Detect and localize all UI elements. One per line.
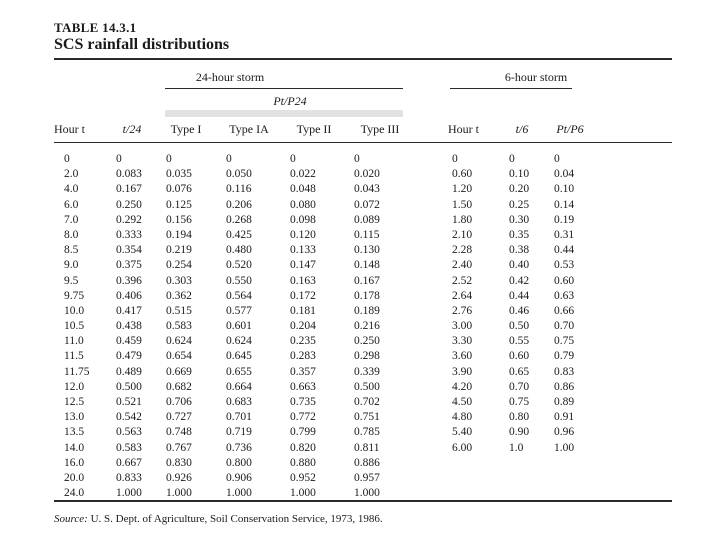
cell-hour24-16: 12.5 [64,396,85,408]
cell-t6-8: 0.42 [509,274,530,287]
cell-type2-13: 0.283 [290,350,316,363]
cell-type1a-17: 0.701 [226,411,252,424]
cell-type1a-10: 0.577 [226,304,252,317]
cell-type1-1: 0.035 [166,168,192,181]
cell-p6-14: 0.83 [554,365,575,378]
cell-type1a-19: 0.736 [226,441,252,454]
cell-t24-13: 0.479 [116,350,142,363]
cell-type1a-1: 0.050 [226,168,252,181]
cell-hour6-5: 2.10 [452,228,473,241]
cell-type1-18: 0.748 [166,426,192,439]
cell-t6-4: 0.30 [509,213,530,226]
header-type1a: Type IA [229,122,269,136]
cell-hour24-4: 7.0 [64,213,79,226]
cell-type1a-11: 0.601 [226,320,252,333]
cell-type1a-4: 0.268 [226,213,252,226]
cell-hour6-6: 2.28 [452,244,473,257]
cell-t24-20: 0.667 [116,456,142,469]
cell-hour6-10: 2.76 [452,304,473,317]
cell-t24-18: 0.563 [116,426,142,439]
cell-type2-18: 0.799 [290,426,316,439]
cell-hour24-9: 9.75 [64,289,85,302]
cell-type2-2: 0.048 [290,183,316,196]
table-title: SCS rainfall distributions [54,36,230,53]
cell-type1a-7: 0.520 [226,259,252,272]
col-p6 [554,152,574,456]
cell-type2-17: 0.772 [290,411,316,424]
cell-p6-6: 0.44 [554,244,575,257]
cell-type1-12: 0.624 [166,335,192,348]
cell-type2-6: 0.133 [290,244,316,257]
cell-type1-15: 0.682 [166,380,192,393]
cell-p6-7: 0.53 [554,259,575,272]
top-rule [54,58,672,60]
cell-t6-16: 0.75 [509,396,530,408]
cell-t6-14: 0.65 [509,365,530,378]
cell-hour6-13: 3.60 [452,350,473,363]
cell-type2-16: 0.735 [290,396,316,408]
cell-t24-2: 0.167 [116,183,142,196]
cell-type1-6: 0.219 [166,244,192,257]
cell-type1-7: 0.254 [166,259,192,272]
cell-type3-22: 1.000 [354,487,380,500]
cell-type2-5: 0.120 [290,228,316,241]
cell-t6-2: 0.20 [509,183,530,196]
cell-t24-15: 0.500 [116,380,142,393]
cell-type1a-18: 0.719 [226,426,252,439]
cell-t6-1: 0.10 [509,168,530,181]
cell-p6-0: 0 [554,153,560,165]
cell-hour6-0: 0 [452,153,458,165]
cell-type2-15: 0.663 [290,380,316,393]
cell-type1a-5: 0.425 [226,228,252,241]
cell-hour6-7: 2.40 [452,259,473,272]
cell-type1-0: 0 [166,153,172,165]
cell-hour24-15: 12.0 [64,380,85,393]
col-type1 [166,152,192,501]
cell-t24-22: 1.000 [116,487,142,500]
cell-type1a-21: 0.906 [226,471,252,484]
cell-type1a-13: 0.645 [226,350,252,363]
cell-type1a-15: 0.664 [226,380,252,393]
cell-p6-8: 0.60 [554,274,575,287]
cell-t6-19: 1.0 [509,441,524,454]
col-type2 [290,152,316,501]
cell-type3-17: 0.751 [354,411,380,424]
cell-type3-21: 0.957 [354,471,380,484]
cell-hour6-12: 3.30 [452,335,473,348]
col-hour6 [452,152,472,456]
cell-t6-13: 0.60 [509,350,530,363]
cell-type3-3: 0.072 [354,198,380,211]
cell-p6-17: 0.91 [554,411,575,424]
cell-hour24-20: 16.0 [64,456,85,469]
cell-type2-14: 0.357 [290,365,316,378]
col-t24 [116,152,142,501]
header-hour-t: Hour t [54,122,85,136]
cell-p6-5: 0.31 [554,228,575,241]
cell-hour6-19: 6.00 [452,441,473,454]
cell-t6-9: 0.44 [509,289,530,302]
cell-hour24-3: 6.0 [64,198,79,211]
cell-hour6-17: 4.80 [452,411,473,424]
cell-type3-7: 0.148 [354,259,380,272]
cell-p6-4: 0.19 [554,213,575,226]
cell-type2-11: 0.204 [290,320,316,333]
cell-type2-8: 0.163 [290,274,316,287]
cell-t6-18: 0.90 [509,426,530,439]
cell-type3-13: 0.298 [354,350,380,363]
cell-hour24-22: 24.0 [64,487,85,500]
cell-type1-9: 0.362 [166,289,192,302]
cell-t24-12: 0.459 [116,335,142,348]
cell-t24-11: 0.438 [116,320,142,333]
cell-type1-3: 0.125 [166,198,192,211]
cell-type1a-8: 0.550 [226,274,252,287]
cell-hour24-11: 10.5 [64,320,85,333]
cell-t6-5: 0.35 [509,228,530,241]
cell-t24-0: 0 [116,153,122,165]
cell-p6-11: 0.70 [554,320,575,333]
cell-p6-16: 0.89 [554,396,575,408]
cell-hour24-19: 14.0 [64,441,85,454]
cell-type3-10: 0.189 [354,304,380,317]
col-type1a [226,152,252,501]
col-type3 [354,152,380,501]
cell-t24-7: 0.375 [116,259,142,272]
header-hour-t6: Hour t [448,122,479,136]
cell-p6-3: 0.14 [554,198,575,211]
header-t24: t/24 [122,122,142,136]
cell-type3-11: 0.216 [354,320,380,333]
cell-type1a-12: 0.624 [226,335,252,348]
cell-p6-9: 0.63 [554,289,575,302]
cell-hour24-5: 8.0 [64,228,79,241]
header-type1: Type I [170,122,202,136]
cell-t24-1: 0.083 [116,168,142,181]
cell-hour24-17: 13.0 [64,411,85,424]
cell-t6-12: 0.55 [509,335,530,348]
cell-hour24-0: 0 [64,153,70,165]
cell-hour24-7: 9.0 [64,259,79,272]
cell-type1-4: 0.156 [166,213,192,226]
cell-hour24-18: 13.5 [64,426,85,439]
cell-p6-19: 1.00 [554,441,575,454]
cell-hour24-1: 2.0 [64,168,79,181]
cell-type1-13: 0.654 [166,350,192,363]
cell-type1a-22: 1.000 [226,487,252,500]
cell-type1-22: 1.000 [166,487,192,500]
cell-t24-17: 0.542 [116,411,142,424]
cell-type2-21: 0.952 [290,471,316,484]
cell-hour6-1: 0.60 [452,168,473,181]
cell-hour24-6: 8.5 [64,244,79,257]
cell-type2-10: 0.181 [290,304,316,317]
cell-type3-12: 0.250 [354,335,380,348]
cell-hour6-18: 5.40 [452,426,473,439]
cell-t24-5: 0.333 [116,228,142,241]
cell-type1a-2: 0.116 [226,183,252,196]
col-hour24 [64,152,89,501]
cell-hour6-2: 1.20 [452,183,473,196]
cell-t24-14: 0.489 [116,365,142,378]
cell-type1a-6: 0.480 [226,244,252,257]
cell-p6-13: 0.79 [554,350,575,363]
cell-p6-2: 0.10 [554,183,575,196]
table-number: TABLE 14.3.1 [54,20,137,35]
cell-hour24-12: 11.0 [64,335,84,348]
cell-type1-2: 0.076 [166,183,192,196]
cell-p6-10: 0.66 [554,304,575,317]
storm6-group-heading: 6-hour storm [504,70,568,84]
cell-t6-0: 0 [509,153,515,165]
cell-type3-1: 0.020 [354,168,380,181]
cell-type3-2: 0.043 [354,183,380,196]
cell-type2-1: 0.022 [290,168,316,181]
cell-t24-10: 0.417 [116,304,142,317]
cell-type3-15: 0.500 [354,380,380,393]
cell-type1a-0: 0 [226,153,232,165]
cell-type1-16: 0.706 [166,396,192,408]
cell-p6-12: 0.75 [554,335,575,348]
cell-hour24-8: 9.5 [64,274,79,287]
cell-t6-7: 0.40 [509,259,530,272]
cell-type2-9: 0.172 [290,289,316,302]
cell-type3-14: 0.339 [354,365,380,378]
cell-hour6-14: 3.90 [452,365,473,378]
cell-type3-9: 0.178 [354,289,380,302]
cell-t24-9: 0.406 [116,289,142,302]
cell-type1a-16: 0.683 [226,396,252,408]
cell-t24-3: 0.250 [116,198,142,211]
source-note [54,512,383,526]
cell-type1-8: 0.303 [166,274,192,287]
source-label: Source: [54,513,88,525]
cell-hour6-16: 4.50 [452,396,473,408]
cell-t6-3: 0.25 [509,198,530,211]
cell-type3-8: 0.167 [354,274,380,287]
cell-type3-6: 0.130 [354,244,380,257]
cell-t24-19: 0.583 [116,441,142,454]
cell-p6-15: 0.86 [554,380,575,393]
header-rule [54,142,672,143]
cell-hour6-4: 1.80 [452,213,473,226]
cell-type1-20: 0.830 [166,456,192,469]
cell-type2-4: 0.098 [290,213,316,226]
cell-p6-1: 0.04 [554,168,575,181]
source-text: U. S. Dept. of Agriculture, Soil Conservation Service, 1973, 1986. [87,513,383,525]
cell-type2-19: 0.820 [290,441,316,454]
cell-type2-3: 0.080 [290,198,316,211]
table-caption [54,20,229,54]
cell-type3-4: 0.089 [354,213,380,226]
cell-t6-6: 0.38 [509,244,530,257]
cell-type1-10: 0.515 [166,304,192,317]
cell-hour6-3: 1.50 [452,198,473,211]
cell-type1a-14: 0.655 [226,365,252,378]
cell-type1-11: 0.583 [166,320,192,333]
cell-type2-20: 0.880 [290,456,316,469]
cell-t24-8: 0.396 [116,274,142,287]
ratio-header-band [165,110,403,117]
cell-type2-12: 0.235 [290,335,316,348]
cell-type3-19: 0.811 [354,441,380,454]
storm6-group-rule [450,88,572,89]
cell-type3-5: 0.115 [354,228,380,241]
cell-hour24-10: 10.0 [64,304,85,317]
cell-hour6-9: 2.64 [452,289,473,302]
cell-t6-10: 0.46 [509,304,530,317]
cell-t24-16: 0.521 [116,396,142,408]
cell-type3-0: 0 [354,153,360,165]
header-type2: Type II [296,122,332,136]
cell-type2-22: 1.000 [290,487,316,500]
cell-hour6-15: 4.20 [452,380,473,393]
cell-type1-21: 0.926 [166,471,192,484]
cell-type1-17: 0.727 [166,411,192,424]
header-t6: t/6 [515,122,529,136]
cell-type3-18: 0.785 [354,426,380,439]
cell-hour24-13: 11.5 [64,350,84,363]
cell-t24-21: 0.833 [116,471,142,484]
cell-t24-4: 0.292 [116,213,142,226]
cell-t6-15: 0.70 [509,380,530,393]
storm24-group-heading: 24-hour storm [195,70,265,84]
cell-hour24-14: 11.75 [64,365,90,378]
ratio24-heading: Pt/P24 [273,94,307,108]
cell-hour24-2: 4.0 [64,183,79,196]
cell-p6-18: 0.96 [554,426,575,439]
cell-type2-7: 0.147 [290,259,316,272]
cell-type1a-9: 0.564 [226,289,252,302]
cell-t6-17: 0.80 [509,411,530,424]
cell-type3-20: 0.886 [354,456,380,469]
cell-t6-11: 0.50 [509,320,530,333]
cell-type1-14: 0.669 [166,365,192,378]
cell-type3-16: 0.702 [354,396,380,408]
cell-hour6-8: 2.52 [452,274,473,287]
cell-type1-5: 0.194 [166,228,192,241]
cell-hour24-21: 20.0 [64,471,85,484]
storm24-group-rule [165,88,403,89]
cell-type1a-20: 0.800 [226,456,252,469]
header-p6: Pt/P6 [556,122,584,136]
cell-type1a-3: 0.206 [226,198,252,211]
col-t6 [509,152,529,456]
header-type3: Type III [360,122,400,136]
cell-hour6-11: 3.00 [452,320,473,333]
cell-type1-19: 0.767 [166,441,192,454]
cell-type2-0: 0 [290,153,296,165]
cell-t24-6: 0.354 [116,244,142,257]
